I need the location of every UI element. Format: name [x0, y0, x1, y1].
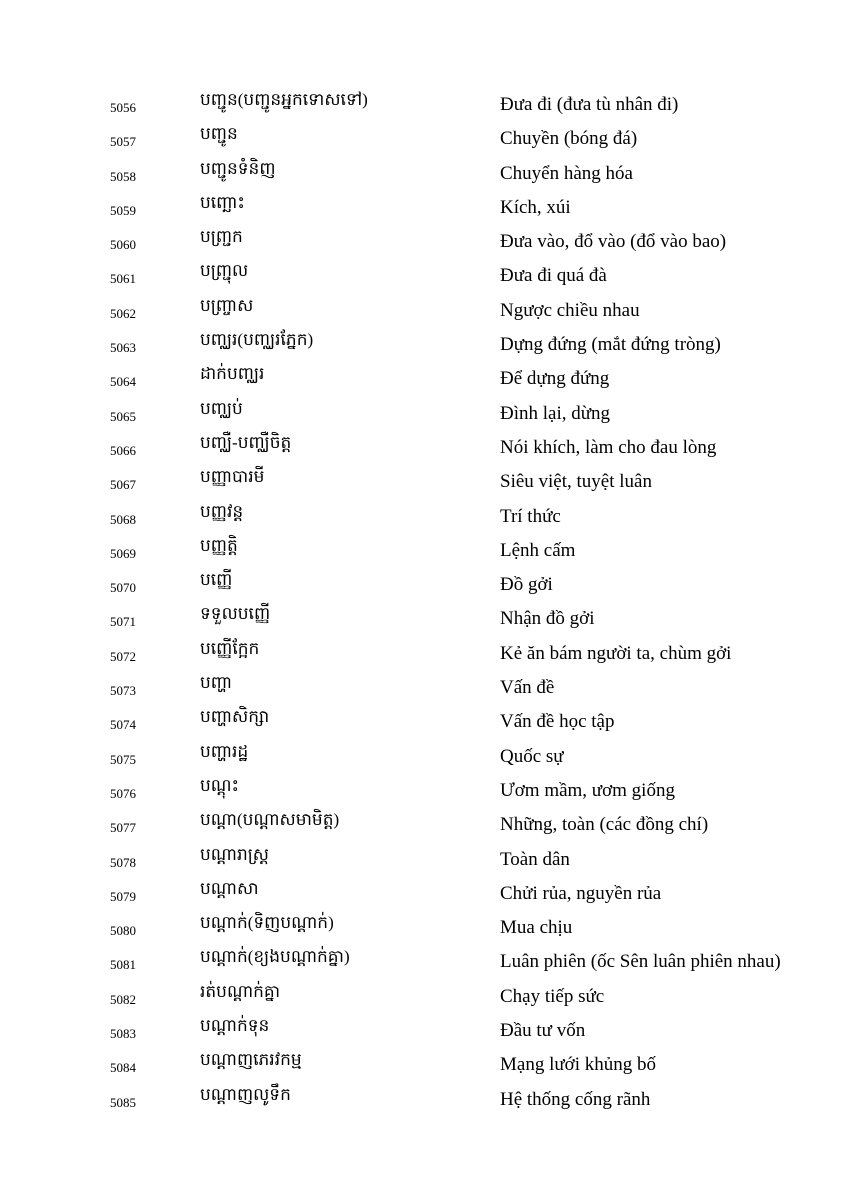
vietnamese-translation: Để dựng đứng: [500, 368, 610, 390]
entry-number: 5076: [110, 785, 136, 801]
khmer-term: បណ្តារាស្ត្រ: [200, 844, 269, 864]
entry-number: 5077: [110, 820, 136, 836]
khmer-term: បញ្ញាបារមី: [200, 467, 265, 487]
dictionary-entry: [0, 534, 848, 568]
entry-number: 5084: [110, 1060, 136, 1076]
khmer-term: បណ្តាញលូទឹក: [200, 1084, 291, 1104]
dictionary-entry: [0, 191, 848, 225]
entry-number: 5081: [110, 957, 136, 973]
vietnamese-translation: Chuyền (bóng đá): [500, 128, 638, 150]
entry-number: 5079: [110, 888, 136, 904]
entry-number: 5074: [110, 717, 136, 733]
khmer-term: បញ្ជូន(បញ្ជូនអ្នកទោសទៅ): [200, 90, 368, 109]
dictionary-entry: [0, 843, 848, 877]
dictionary-entry: [0, 122, 848, 156]
vietnamese-translation: Đình lại, dừng: [500, 402, 611, 424]
vietnamese-translation: Nói khích, làm cho đau lòng: [500, 436, 717, 458]
vietnamese-translation: Chửi rủa, nguyền rủa: [500, 882, 662, 904]
entry-number: 5063: [110, 340, 136, 356]
vietnamese-translation: Chạy tiếp sức: [500, 985, 605, 1007]
dictionary-entry: [0, 465, 848, 499]
khmer-term: បញ្ជ្រក: [200, 227, 243, 247]
vietnamese-translation: Mua chịu: [500, 917, 573, 939]
dictionary-entry: [0, 774, 848, 808]
dictionary-entry: [0, 294, 848, 328]
khmer-term: បណ្តុះ: [200, 775, 240, 795]
dictionary-entry: [0, 1083, 848, 1117]
vietnamese-translation: Đồ gởi: [500, 574, 553, 596]
dictionary-entry: [0, 705, 848, 739]
khmer-term: ទទួលបញ្ញើ: [200, 604, 271, 624]
khmer-term: បណ្តាញភេរវកម្ម: [200, 1050, 302, 1070]
vietnamese-translation: Đưa đi quá đà: [500, 265, 607, 287]
entry-number: 5083: [110, 1026, 136, 1042]
vietnamese-translation: Vấn đề: [500, 677, 555, 699]
dictionary-entry: [0, 877, 848, 911]
khmer-term: បញ្ញវន្ត: [200, 501, 244, 521]
dictionary-entry: [0, 568, 848, 602]
vietnamese-translation: Siêu việt, tuyệt luân: [500, 471, 652, 493]
dictionary-entry: [0, 1014, 848, 1048]
khmer-term: ដាក់បញ្ឈរ: [200, 364, 265, 384]
khmer-term: បញ្ច្រាស: [200, 295, 254, 315]
khmer-term: បញ្ជ្រុល: [200, 261, 249, 281]
entry-number: 5080: [110, 923, 136, 939]
vietnamese-translation: Ươm mầm, ươm giống: [500, 779, 675, 801]
vietnamese-translation: Trí thức: [500, 505, 561, 527]
khmer-term: បញ្ឈរ(បញ្ឈរភ្នែក): [200, 330, 314, 350]
vietnamese-translation: Kích, xúi: [500, 196, 571, 218]
dictionary-entry: [0, 1048, 848, 1082]
entry-number: 5059: [110, 202, 136, 218]
dictionary-entry: [0, 88, 848, 122]
entry-number: 5069: [110, 545, 136, 561]
entry-number: 5085: [110, 1094, 136, 1110]
dictionary-entry: [0, 259, 848, 293]
vietnamese-translation: Quốc sự: [500, 745, 564, 767]
khmer-term: បណ្តាក់(ខ្យងបណ្តាក់គ្នា): [200, 947, 350, 967]
entry-number: 5078: [110, 854, 136, 870]
dictionary-entry: [0, 808, 848, 842]
vietnamese-translation: Hệ thống cống rãnh: [500, 1088, 651, 1110]
khmer-term: បណ្តាក់(ទិញបណ្តាក់): [200, 913, 334, 933]
dictionary-entry: [0, 671, 848, 705]
entry-number: 5072: [110, 648, 136, 664]
dictionary-entry: [0, 740, 848, 774]
dictionary-entry: [0, 500, 848, 534]
dictionary-entry: [0, 157, 848, 191]
dictionary-entry: [0, 397, 848, 431]
entry-number: 5071: [110, 614, 136, 630]
vietnamese-translation: Vấn đề học tập: [500, 711, 615, 733]
entry-number: 5057: [110, 134, 136, 150]
entry-number: 5082: [110, 991, 136, 1007]
dictionary-entry: [0, 362, 848, 396]
entry-number: 5066: [110, 442, 136, 458]
dictionary-entry: [0, 225, 848, 259]
vietnamese-translation: Lệnh cấm: [500, 539, 576, 561]
khmer-term: បញ្ឈឺ-បញ្ឈឺចិត្ត: [200, 432, 292, 452]
vietnamese-translation: Ngược chiều nhau: [500, 299, 640, 321]
khmer-term: បញ្ឆោះ: [200, 192, 245, 212]
vietnamese-translation: Đưa đi (đưa tù nhân đi): [500, 94, 679, 115]
khmer-term: បណ្តាសា: [200, 878, 259, 898]
dictionary-entry: [0, 602, 848, 636]
khmer-term: បញ្ជូនទំនិញ: [200, 158, 276, 178]
entry-list: [0, 88, 848, 1117]
khmer-term: បញ្ហា: [200, 673, 233, 693]
entry-number: 5073: [110, 683, 136, 699]
entry-number: 5058: [110, 168, 136, 184]
dictionary-entry: [0, 431, 848, 465]
vietnamese-translation: Mạng lưới khủng bố: [500, 1054, 656, 1076]
khmer-term: បញ្ញើ: [200, 570, 233, 590]
entry-number: 5067: [110, 477, 136, 493]
vietnamese-translation: Dựng đứng (mắt đứng tròng): [500, 334, 721, 356]
vietnamese-translation: Đầu tư vốn: [500, 1020, 586, 1042]
entry-number: 5075: [110, 751, 136, 767]
dictionary-entry: [0, 911, 848, 945]
entry-number: 5064: [110, 374, 136, 390]
khmer-term: បញ្ហាសិក្សា: [200, 707, 270, 727]
entry-number: 5065: [110, 408, 136, 424]
entry-number: 5061: [110, 271, 136, 287]
vietnamese-translation: Toàn dân: [500, 848, 570, 870]
entry-number: 5056: [110, 100, 136, 115]
khmer-term: បណ្តា(បណ្តាសមាមិត្ត): [200, 810, 340, 830]
dictionary-entry: [0, 637, 848, 671]
vietnamese-translation: Chuyển hàng hóa: [500, 162, 633, 184]
entry-number: 5070: [110, 580, 136, 596]
khmer-term: បញ្ហារដ្ឋ: [200, 741, 249, 761]
dictionary-entry: [0, 945, 848, 979]
vietnamese-translation: Kẻ ăn bám người ta, chùm gởi: [500, 642, 732, 664]
khmer-term: បញ្ញើក្អែក: [200, 638, 260, 658]
vietnamese-translation: Luân phiên (ốc Sên luân phiên nhau): [500, 951, 781, 973]
khmer-term: រត់បណ្តាក់គ្នា: [200, 981, 281, 1001]
dictionary-entry: [0, 980, 848, 1014]
khmer-term: បញ្ជូន: [200, 124, 238, 144]
vietnamese-translation: Nhận đồ gởi: [500, 608, 595, 630]
entry-number: 5062: [110, 305, 136, 321]
vietnamese-translation: Những, toàn (các đồng chí): [500, 814, 709, 836]
khmer-term: បញ្ញត្តិ: [200, 535, 238, 555]
vietnamese-translation: Đưa vào, đổ vào (đổ vào bao): [500, 231, 727, 253]
khmer-term: បណ្តាក់ទុន: [200, 1016, 270, 1036]
dictionary-entry: [0, 328, 848, 362]
entry-number: 5060: [110, 237, 136, 253]
entry-number: 5068: [110, 511, 136, 527]
khmer-term: បញ្ឈប់: [200, 398, 243, 418]
